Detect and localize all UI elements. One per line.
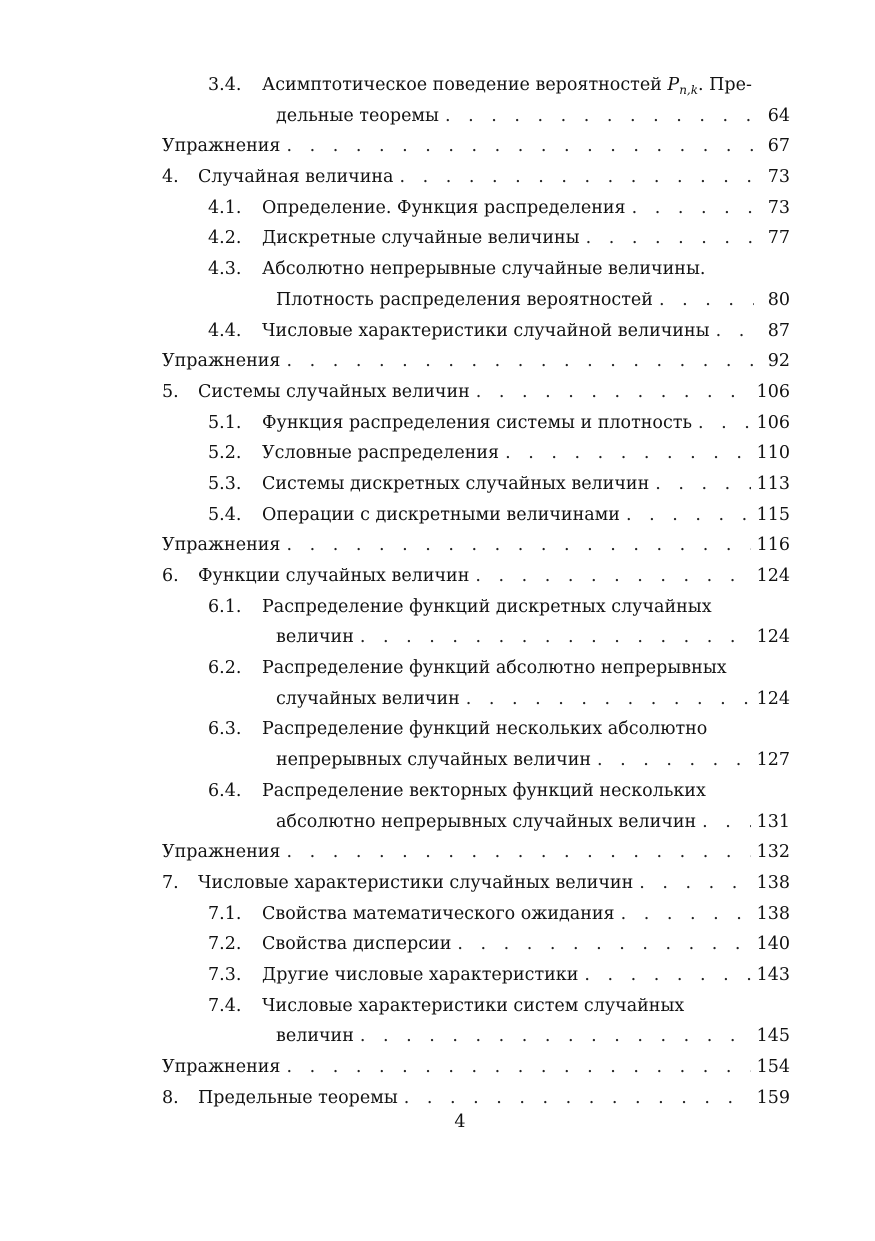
dot-leader	[632, 193, 754, 224]
toc-title: Упражнения	[162, 842, 281, 863]
dot-leader	[716, 316, 754, 347]
toc-number: 4.	[162, 167, 179, 188]
toc-entry-exercises-4[interactable]	[162, 346, 790, 377]
dot-leader	[360, 622, 751, 653]
toc-title: Системы случайных величин	[198, 381, 470, 402]
page-number-footer: 4	[454, 1112, 466, 1132]
dot-leader	[597, 745, 751, 776]
toc-page-number: 143	[756, 964, 790, 985]
toc-entry-3-4[interactable]	[162, 70, 790, 131]
toc-entry-5-1[interactable]	[162, 408, 790, 439]
toc-title: Системы дискретных случайных величин	[262, 473, 650, 494]
toc-title: Случайная величина	[198, 167, 394, 188]
toc-page-number: 140	[756, 934, 790, 955]
toc-entry-4-2[interactable]	[162, 223, 790, 254]
toc-page-number: 106	[756, 412, 790, 433]
toc-number: 7.2.	[208, 934, 242, 955]
toc-entry-chapter-6[interactable]	[162, 561, 790, 592]
toc-title: Распределение функций нескольких абсолютно	[262, 719, 708, 740]
toc-number: 5.4.	[208, 504, 242, 525]
toc-entry-5-4[interactable]	[162, 500, 790, 531]
toc-entry-6-1[interactable]	[162, 592, 790, 653]
toc-title-part: . Пре-	[698, 75, 752, 95]
toc-title: Распределение функций дискретных случайных	[262, 596, 712, 617]
toc-number: 4.3.	[208, 259, 242, 280]
toc-entry-6-2[interactable]	[162, 653, 790, 714]
toc-title-continuation: случайных величин	[276, 688, 460, 709]
dot-leader	[505, 438, 750, 469]
toc-number: 3.4.	[208, 75, 242, 95]
toc-page-number: 138	[756, 903, 790, 924]
toc-page-number: 154	[756, 1057, 790, 1077]
toc-title: Операции с дискретными величинами	[262, 504, 620, 525]
toc-title: Дискретные случайные величины	[262, 228, 580, 249]
toc-title-part: Асимптотическое поведение вероятностей	[262, 75, 668, 95]
dot-leader	[475, 561, 750, 592]
toc-entry-7-2[interactable]	[162, 929, 790, 960]
dot-leader	[655, 469, 750, 500]
toc-page-number: 124	[756, 627, 790, 648]
toc-page-number: 113	[756, 473, 790, 494]
toc-entry-4-4[interactable]	[162, 316, 790, 347]
dot-leader	[659, 285, 754, 316]
dot-leader	[286, 131, 754, 162]
toc-page-number: 92	[767, 351, 790, 372]
toc-page-number: 115	[756, 504, 790, 525]
toc-title: Другие числовые характеристики	[262, 964, 579, 985]
toc-number: 5.2.	[208, 443, 242, 464]
toc-page-number: 159	[756, 1087, 790, 1108]
toc-entry-exercises-7[interactable]	[162, 1052, 790, 1083]
toc-title: Определение. Функция распределения	[262, 197, 626, 218]
toc-page-number: 73	[767, 167, 790, 188]
toc-page-number: 131	[756, 811, 790, 832]
toc-entry-chapter-7[interactable]	[162, 868, 790, 899]
toc-title: Распределение функций абсолютно непрерывных	[262, 658, 727, 679]
dot-leader	[400, 162, 755, 193]
dot-leader	[286, 530, 750, 561]
toc-entry-chapter-8[interactable]	[162, 1083, 790, 1114]
toc-page-number: 124	[756, 566, 790, 586]
toc-title: Свойства дисперсии	[262, 934, 452, 955]
toc-number: 7.	[162, 872, 179, 893]
dot-leader	[584, 960, 750, 991]
toc-entry-exercises-3[interactable]	[162, 131, 790, 162]
toc-page-number: 124	[756, 688, 790, 709]
toc-entry-7-4[interactable]	[162, 991, 790, 1052]
toc-page-number: 116	[756, 535, 790, 556]
toc-title: Распределение векторных функций нескольких	[262, 780, 706, 801]
math-symbol: P	[667, 75, 680, 95]
toc-page-number: 73	[767, 197, 790, 218]
toc-entry-6-4[interactable]	[162, 776, 790, 837]
toc-page-number: 80	[767, 289, 790, 310]
dot-leader	[621, 899, 751, 930]
toc-page-number: 127	[756, 750, 790, 771]
dot-leader	[360, 1021, 751, 1052]
toc-title: Упражнения	[162, 351, 281, 372]
toc-number: 7.4.	[208, 995, 242, 1016]
toc-entry-5-3[interactable]	[162, 469, 790, 500]
toc-number: 5.	[162, 381, 179, 402]
dot-leader	[626, 500, 751, 531]
toc-title: Числовые характеристики случайных величин	[198, 872, 634, 893]
toc-number: 8.	[162, 1087, 179, 1108]
toc-entry-exercises-5[interactable]	[162, 530, 790, 561]
toc-entry-7-1[interactable]	[162, 899, 790, 930]
toc-number: 7.1.	[208, 903, 242, 924]
toc-entry-exercises-6[interactable]	[162, 837, 790, 868]
toc-title: Числовые характеристики систем случайных	[262, 995, 685, 1016]
toc-title: Упражнения	[162, 535, 281, 556]
toc-title: Условные распределения	[262, 443, 500, 464]
toc-title-continuation: абсолютно непрерывных случайных величин	[276, 811, 697, 832]
toc-entry-4-1[interactable]	[162, 193, 790, 224]
dot-leader	[286, 837, 750, 868]
toc-title-continuation: дельные теоремы	[276, 105, 439, 126]
toc-title: Упражнения	[162, 1057, 281, 1077]
toc-entry-chapter-4[interactable]	[162, 162, 790, 193]
toc-page-number: 87	[767, 320, 790, 341]
toc-number: 6.4.	[208, 780, 242, 801]
dot-leader	[476, 377, 751, 408]
math-subscript: n,k	[679, 83, 699, 97]
toc-title-continuation: Плотность распределения вероятностей	[276, 289, 653, 310]
toc-page-number: 77	[767, 228, 790, 249]
dot-leader	[404, 1083, 751, 1114]
toc-number: 4.4.	[208, 320, 242, 341]
toc-entry-7-3[interactable]	[162, 960, 790, 991]
dot-leader	[698, 408, 751, 439]
dot-leader	[586, 223, 754, 254]
toc-entry-6-3[interactable]	[162, 714, 790, 775]
toc-title: Функция распределения системы и плотность	[262, 412, 692, 433]
toc-number: 4.2.	[208, 228, 242, 249]
toc-page-number: 67	[767, 136, 790, 157]
dot-leader	[702, 807, 750, 838]
toc-number: 6.2.	[208, 658, 242, 679]
dot-leader	[457, 929, 750, 960]
toc-title: Числовые характеристики случайной величины	[262, 320, 710, 341]
toc-entry-5-2[interactable]	[162, 438, 790, 469]
dot-leader	[466, 684, 751, 715]
toc-title: Предельные теоремы	[198, 1087, 398, 1108]
toc-entry-chapter-5[interactable]	[162, 377, 790, 408]
toc-page-number: 145	[756, 1026, 790, 1047]
toc-title: Абсолютно непрерывные случайные величины.	[262, 259, 706, 280]
dot-leader	[445, 101, 754, 132]
toc-page-number: 132	[756, 842, 790, 863]
toc-number: 4.1.	[208, 197, 242, 218]
toc-number: 7.3.	[208, 964, 242, 985]
toc-title-continuation: непрерывных случайных величин	[276, 750, 592, 771]
toc-page-number: 64	[767, 105, 790, 126]
toc-number: 6.1.	[208, 596, 242, 617]
toc-page-number: 110	[756, 443, 790, 464]
table-of-contents	[162, 70, 790, 1113]
toc-title: Функции случайных величин	[198, 566, 470, 586]
toc-number: 5.1.	[208, 412, 242, 433]
dot-leader	[286, 346, 754, 377]
toc-page-number: 106	[756, 381, 790, 402]
dot-leader	[639, 868, 750, 899]
toc-title: Упражнения	[162, 136, 281, 157]
toc-number: 6.3.	[208, 719, 242, 740]
toc-title-continuation: величин	[276, 627, 354, 648]
toc-title-continuation: величин	[276, 1026, 354, 1047]
toc-entry-4-3[interactable]	[162, 254, 790, 315]
dot-leader	[286, 1052, 750, 1083]
toc-number: 6.	[162, 566, 179, 586]
toc-title: Свойства математического ожидания	[262, 903, 615, 924]
toc-page-number: 138	[756, 872, 790, 893]
toc-number: 5.3.	[208, 473, 242, 494]
